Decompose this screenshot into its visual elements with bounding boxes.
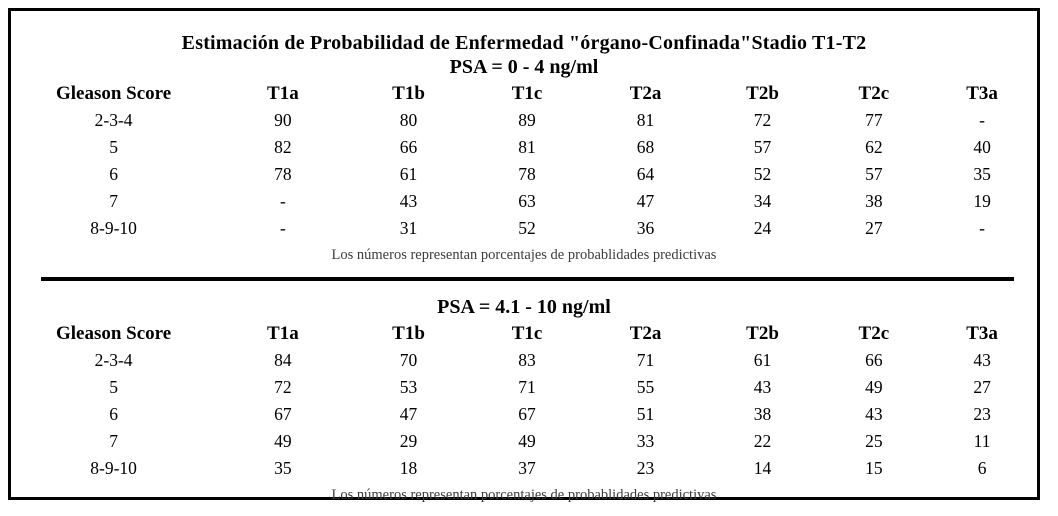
data-cell: 83: [518, 349, 536, 370]
data-cell: 37: [518, 457, 536, 478]
data-cell: 34: [753, 190, 772, 211]
data-cell: 40: [973, 136, 991, 157]
psa-0-4-section: [11, 55, 1037, 264]
column-header: T2a: [629, 83, 662, 104]
probability-table-psa-4-10: [11, 321, 1037, 481]
column-header: T2a: [629, 323, 662, 344]
data-cell: 70: [399, 349, 418, 370]
psa-range-subtitle: PSA = 4.1 - 10 ng/ml: [437, 296, 611, 318]
data-cell: 49: [518, 430, 536, 451]
data-cell: 47: [399, 403, 418, 424]
row-label: 2-3-4: [94, 109, 133, 130]
data-cell: 43: [865, 403, 883, 424]
column-header: T3a: [966, 83, 998, 104]
data-cell: 15: [865, 457, 883, 478]
row-label: 5: [109, 136, 118, 157]
data-cell: 43: [753, 376, 772, 397]
table-row: [11, 454, 1037, 481]
page-title: Estimación de Probabilidad de Enfermedad "órgano-Confinada"Stadio T1-T2: [181, 32, 867, 54]
data-cell: 38: [865, 190, 883, 211]
data-cell: 24: [753, 217, 772, 238]
row-label: 6: [109, 403, 118, 424]
column-header: T1c: [511, 323, 543, 344]
data-cell: 78: [274, 163, 292, 184]
data-cell: 64: [636, 163, 655, 184]
header-row: [11, 81, 1037, 106]
table-row: [11, 214, 1037, 241]
data-cell: 57: [865, 163, 883, 184]
column-header: T2b: [746, 323, 779, 344]
row-label: 8-9-10: [90, 457, 137, 478]
data-cell: 84: [274, 349, 292, 370]
data-cell: 90: [274, 109, 292, 130]
table-footnote: Los números representan porcentajes de probablidades predictivas: [331, 247, 717, 263]
data-cell: 61: [399, 163, 418, 184]
data-cell: 19: [973, 190, 991, 211]
data-cell: 57: [753, 136, 772, 157]
data-cell: 80: [399, 109, 418, 130]
column-header: T1c: [511, 83, 543, 104]
data-cell: 78: [518, 163, 536, 184]
data-cell: 72: [274, 376, 292, 397]
data-cell: -: [979, 217, 985, 238]
table-row: [11, 427, 1037, 454]
data-cell: 27: [865, 217, 883, 238]
data-cell: 43: [973, 349, 991, 370]
data-cell: -: [279, 190, 286, 211]
row-label: 8-9-10: [90, 217, 137, 238]
data-cell: 49: [274, 430, 292, 451]
data-cell: 77: [865, 109, 883, 130]
data-cell: 68: [636, 136, 655, 157]
data-cell: 53: [399, 376, 418, 397]
data-cell: 61: [753, 349, 772, 370]
data-cell: 66: [399, 136, 418, 157]
table-row: [11, 373, 1037, 400]
column-header: Gleason Score: [55, 323, 172, 344]
data-cell: -: [279, 217, 286, 238]
column-header: T1a: [267, 323, 299, 344]
column-header: T1a: [267, 83, 299, 104]
data-cell: -: [979, 109, 985, 130]
data-cell: 71: [518, 376, 536, 397]
data-cell: 81: [518, 136, 536, 157]
data-cell: 23: [973, 403, 991, 424]
data-cell: 43: [399, 190, 418, 211]
data-cell: 35: [274, 457, 292, 478]
header-row: [11, 321, 1037, 346]
psa-4-10-section: [11, 295, 1037, 504]
column-header: Gleason Score: [55, 83, 172, 104]
data-cell: 29: [399, 430, 418, 451]
data-cell: 89: [518, 109, 536, 130]
data-cell: 38: [753, 403, 772, 424]
data-cell: 25: [865, 430, 883, 451]
data-cell: 49: [865, 376, 883, 397]
table-row: [11, 400, 1037, 427]
data-cell: 71: [636, 349, 655, 370]
row-label: 2-3-4: [94, 349, 133, 370]
data-cell: 47: [636, 190, 655, 211]
column-header: T3a: [966, 323, 998, 344]
column-header: T2c: [858, 83, 890, 104]
row-label: 6: [109, 163, 118, 184]
probability-table-psa-0-4: [11, 81, 1037, 241]
data-cell: 67: [518, 403, 536, 424]
column-header: T2c: [858, 323, 890, 344]
row-label: 7: [109, 430, 118, 451]
column-header: T1b: [392, 323, 425, 344]
data-cell: 33: [636, 430, 655, 451]
data-cell: 6: [977, 457, 987, 478]
data-cell: 18: [399, 457, 418, 478]
table-row: [11, 133, 1037, 160]
data-cell: 27: [973, 376, 991, 397]
data-cell: 31: [399, 217, 418, 238]
data-cell: 51: [636, 403, 655, 424]
data-cell: 82: [274, 136, 292, 157]
data-cell: 22: [753, 430, 772, 451]
data-cell: 52: [518, 217, 536, 238]
data-cell: 66: [865, 349, 883, 370]
table-footnote: Los números representan porcentajes de probablidades predictivas: [331, 487, 717, 503]
data-cell: 55: [636, 376, 655, 397]
row-label: 5: [109, 376, 118, 397]
table-frame: [8, 8, 1040, 503]
data-cell: 14: [753, 457, 772, 478]
table-row: [11, 346, 1037, 373]
data-cell: 81: [636, 109, 655, 130]
data-cell: 62: [865, 136, 883, 157]
psa-range-subtitle: PSA = 0 - 4 ng/ml: [449, 56, 599, 78]
column-header: T1b: [392, 83, 425, 104]
column-header: T2b: [746, 83, 779, 104]
section-divider: [41, 277, 1014, 281]
data-cell: 36: [636, 217, 655, 238]
table-row: [11, 160, 1037, 187]
data-cell: 72: [753, 109, 772, 130]
data-cell: 23: [636, 457, 655, 478]
data-cell: 11: [973, 430, 991, 451]
data-cell: 52: [753, 163, 772, 184]
table-row: [11, 106, 1037, 133]
data-cell: 67: [274, 403, 292, 424]
data-cell: 35: [973, 163, 991, 184]
table-row: [11, 187, 1037, 214]
row-label: 7: [109, 190, 118, 211]
data-cell: 63: [518, 190, 536, 211]
